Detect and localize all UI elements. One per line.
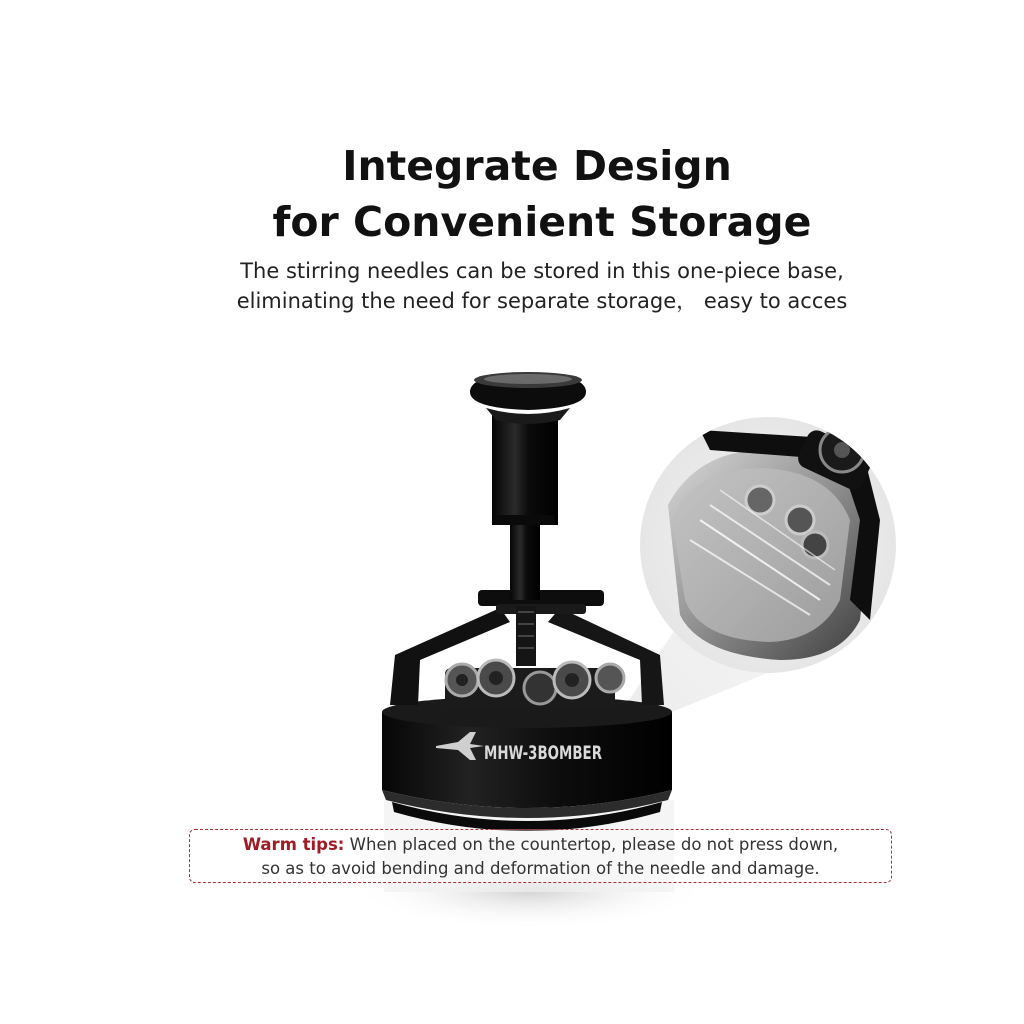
warm-tips-text-1: When placed on the countertop, please do not press down, [344, 835, 839, 854]
product-knob [470, 372, 586, 424]
product-gear [478, 590, 604, 614]
description-line-1: The stirring needles can be stored in this one-piece base, [240, 259, 844, 283]
zoom-inset [640, 417, 896, 673]
warm-tips-box [189, 829, 892, 883]
product-shaft [492, 415, 558, 666]
warm-tips-label: Warm tips: [242, 835, 345, 854]
warm-tips-line-2: so as to avoid bending and deformation of the needle and damage. [261, 859, 820, 878]
headline-line-1: Integrate Design [342, 142, 732, 190]
description-line-2: eliminating the need for separate storage， easy to acces [236, 289, 848, 313]
headline-line-2: for Convenient Storage [272, 198, 812, 246]
product-bearings [445, 660, 624, 710]
warm-tips-line-1 [190, 833, 891, 857]
brand-marking: MHW-3BOMBER [484, 742, 602, 764]
